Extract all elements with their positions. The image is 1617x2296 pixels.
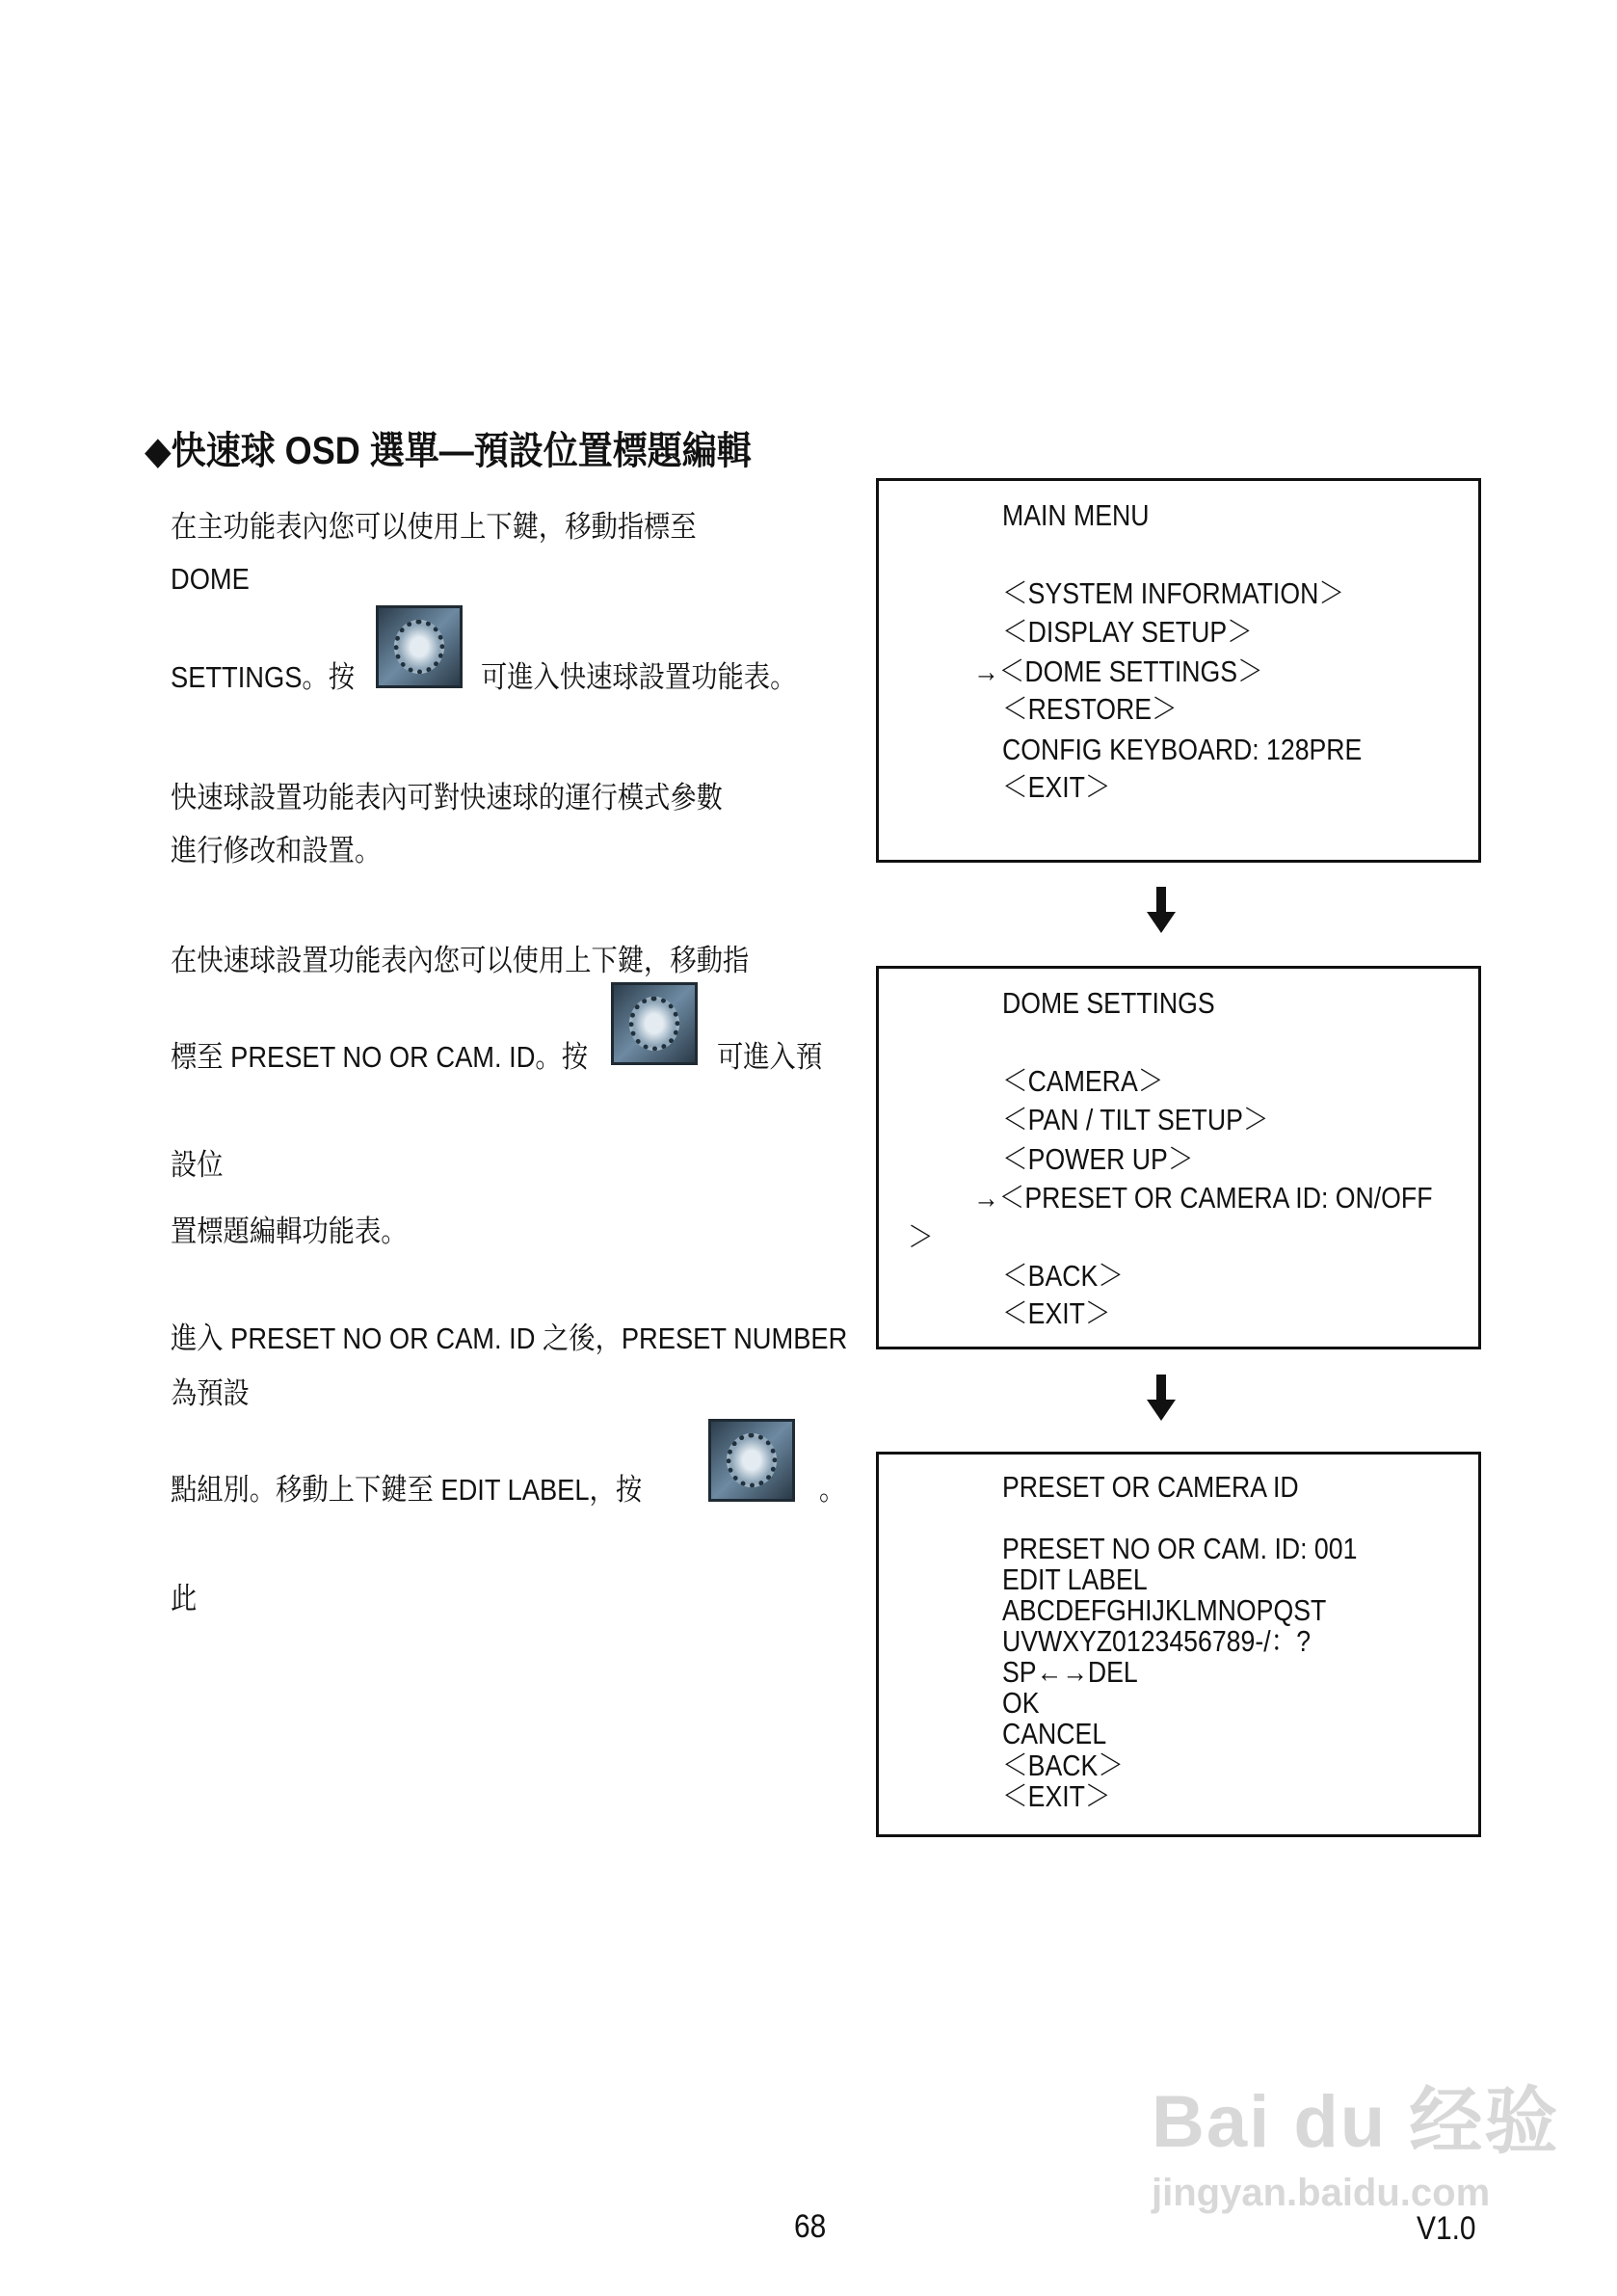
paragraph-line: SETTINGS。按 <box>171 660 355 694</box>
paragraph-line: 此 <box>171 1582 198 1615</box>
menu-title: MAIN MENU <box>1002 498 1150 532</box>
menu-item: ＜BACK＞ <box>1002 1749 1124 1782</box>
menu-item-wrap: ＞ <box>908 1220 934 1254</box>
menu-item: ＜PAN / TILT SETUP＞ <box>1002 1103 1269 1136</box>
menu-item: OK <box>1002 1686 1040 1720</box>
watermark-url: jingyan.baidu.com <box>1152 2172 1491 2214</box>
paragraph-line: 快速球設置功能表內可對快速球的運行模式參數 <box>171 781 723 814</box>
section-title: ◆快速球 OSD 選單—預設位置標題編輯 <box>145 430 752 472</box>
menu-item: ＜CAMERA＞ <box>1002 1064 1164 1098</box>
menu-item: EDIT LABEL <box>1002 1562 1148 1596</box>
page-number: 68 <box>794 2208 827 2245</box>
menu-item: ＜SYSTEM INFORMATION＞ <box>1002 576 1344 610</box>
paragraph-line: 在主功能表內您可以使用上下鍵，移動指標至 <box>171 510 697 544</box>
baidu-watermark <box>1152 2063 1559 2215</box>
paragraph-line: 置標題編輯功能表。 <box>171 1215 408 1248</box>
menu-item-selected: →＜DOME SETTINGS＞ <box>973 654 1263 688</box>
down-arrow-icon <box>1147 1375 1176 1421</box>
paragraph-line: 在快速球設置功能表內您可以使用上下鍵，移動指 <box>171 944 750 977</box>
enter-button-icon <box>376 605 463 688</box>
down-arrow-icon <box>1147 887 1176 933</box>
menu-item: ＜EXIT＞ <box>1002 770 1111 804</box>
menu-item: UVWXYZ0123456789-/：? <box>1002 1624 1312 1658</box>
paragraph-line: 點組別。移動上下鍵至 EDIT LABEL，按 <box>171 1473 643 1507</box>
version-label: V1.0 <box>1417 2210 1476 2247</box>
menu-item: CANCEL <box>1002 1717 1107 1750</box>
preset-camera-id-screen <box>876 1452 1481 1837</box>
paragraph-line: 。 <box>819 1473 846 1507</box>
menu-item: ABCDEFGHIJKLMNOPQST <box>1002 1593 1327 1627</box>
menu-item: ＜BACK＞ <box>1002 1259 1124 1293</box>
paragraph-line: 進行修改和設置。 <box>171 834 382 868</box>
menu-title: DOME SETTINGS <box>1002 986 1215 1020</box>
menu-item: SP←→DEL <box>1002 1655 1138 1689</box>
paragraph-line: 設位 <box>171 1148 224 1182</box>
menu-item: PRESET NO OR CAM. ID: 001 <box>1002 1532 1358 1565</box>
menu-item: ＜POWER UP＞ <box>1002 1142 1194 1176</box>
enter-button-icon <box>708 1419 795 1502</box>
menu-item: ＜RESTORE＞ <box>1002 692 1178 726</box>
paragraph-line: 可進入預 <box>717 1040 823 1074</box>
main-menu-screen <box>876 478 1481 863</box>
menu-item: ＜EXIT＞ <box>1002 1296 1111 1330</box>
paragraph-line: 標至 PRESET NO OR CAM. ID。按 <box>171 1040 589 1074</box>
menu-title: PRESET OR CAMERA ID <box>1002 1470 1299 1504</box>
menu-item-selected: →＜PRESET OR CAMERA ID: ON/OFF <box>973 1181 1433 1215</box>
paragraph-line: 可進入快速球設置功能表。 <box>481 660 797 694</box>
dome-settings-screen <box>876 966 1481 1349</box>
menu-item: ＜EXIT＞ <box>1002 1779 1111 1813</box>
paragraph-line: 為預設 <box>171 1376 250 1410</box>
paragraph-line: DOME <box>171 562 250 596</box>
watermark-brand: Bai du 经验 <box>1152 2081 1560 2163</box>
enter-button-icon <box>611 982 698 1065</box>
menu-item: CONFIG KEYBOARD: 128PRE <box>1002 733 1363 766</box>
menu-item: ＜DISPLAY SETUP＞ <box>1002 615 1253 649</box>
paragraph-line: 進入 PRESET NO OR CAM. ID 之後，PRESET NUMBER <box>171 1322 848 1355</box>
